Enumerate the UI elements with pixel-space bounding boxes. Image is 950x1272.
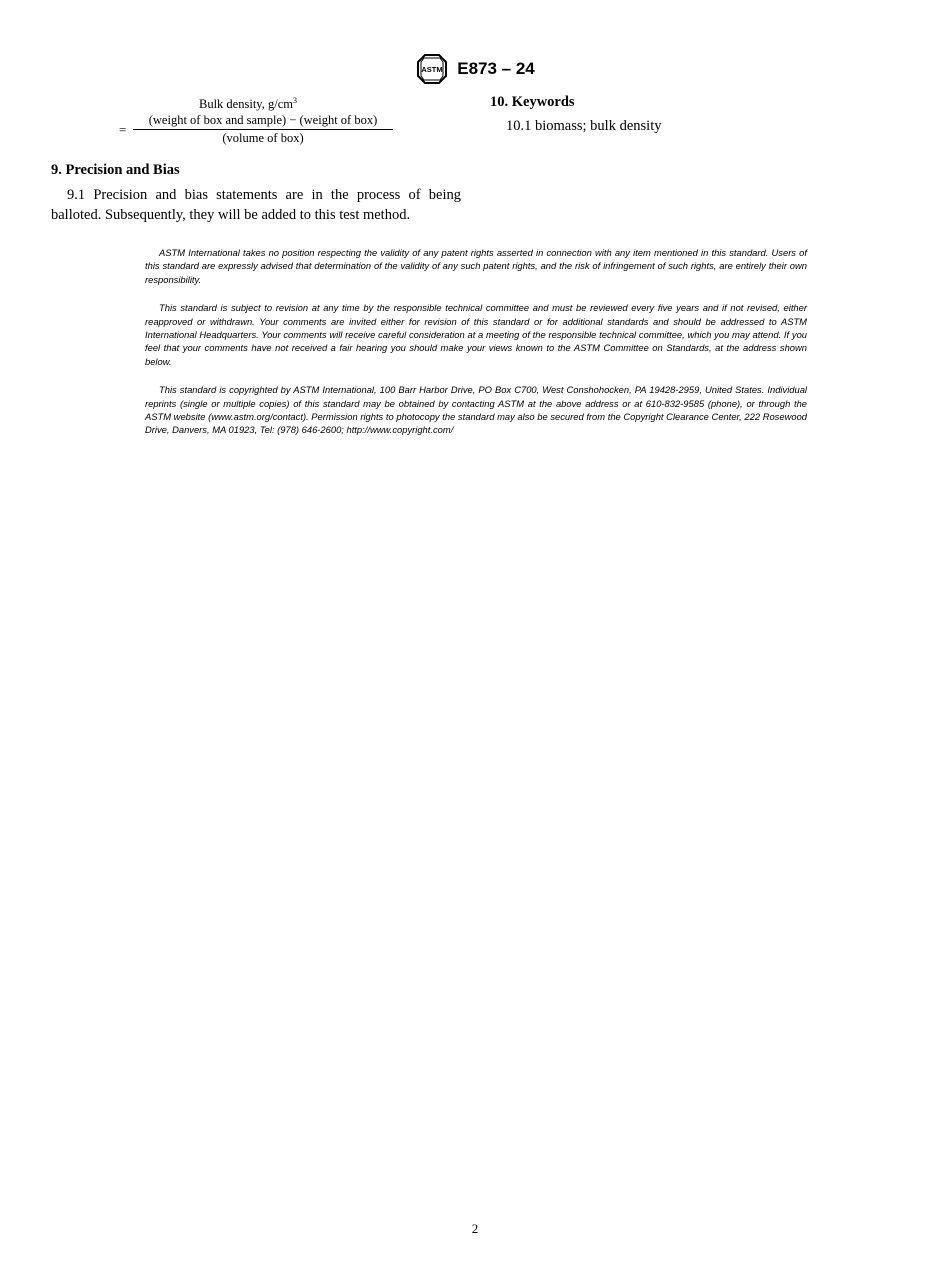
bulk-density-equation xyxy=(51,94,461,150)
section-10-heading: 10. Keywords xyxy=(490,94,575,110)
section-9-heading: 9. Precision and Bias xyxy=(51,162,180,178)
legal-notices xyxy=(145,246,807,452)
equation-numerator: (weight of box and sample) − (weight of box) xyxy=(133,113,393,130)
right-column xyxy=(490,94,900,136)
equation-denominator: (volume of box) xyxy=(222,131,304,145)
astm-logo-icon xyxy=(415,52,449,86)
equation-exponent: 3 xyxy=(292,96,297,105)
equation-label: Bulk density, $g/cm^3$ xyxy=(199,96,297,112)
standard-designation: E873 – 24 xyxy=(457,59,535,78)
left-column xyxy=(51,94,461,225)
page-header xyxy=(0,52,950,86)
equals-sign: = xyxy=(119,122,127,137)
section-10-paragraph: 10.1 biomass; bulk density xyxy=(506,118,662,134)
logo-text: ASTM xyxy=(421,65,443,74)
equation-fraction xyxy=(133,113,393,146)
patent-notice: ASTM International takes no position respecting the validity of any patent rights asserted in connection with any item mentioned in this standard. Users of this standard are expressly advised that determination of the validity of any such patent rights, and the risk of infringement of such rights, are entirely their own responsibility. xyxy=(145,247,807,285)
revision-notice: This standard is subject to revision at any time by the responsible technical committee and must be reviewed every five years and if not revised, either reapproved or withdrawn. Your comments are invited either for revision of this standard or for additional standards and should be addressed to ASTM International Headquarters. Your comments will receive careful consideration at a meeting of the responsible technical committee, which you may attend. If you feel that your comments have not received a fair hearing you should make your views known to the ASTM Committee on Standards, at the address shown below. xyxy=(145,302,807,367)
section-9-paragraph: 9.1 Precision and bias statements are in the process of being balloted. Subsequently, they will be added to this test method. xyxy=(51,187,461,223)
page-number: 2 xyxy=(471,1221,479,1236)
copyright-notice: This standard is copyrighted by ASTM International, 100 Barr Harbor Drive, PO Box C700, West Conshohocken, PA 19428-2959, United States. Individual reprints (single or multiple copies) of this standard may be obtained by contacting ASTM at the above address or at 610-832-9585 (phone), or through the ASTM website (www.astm.org/contact). Permission rights to photocopy the standard may also be secured from the Copyright Clearance Center, 222 Rosewood Drive, Danvers, MA 01923, Tel: (978) 646-2600; http://www.copyright.com/ xyxy=(145,384,807,436)
